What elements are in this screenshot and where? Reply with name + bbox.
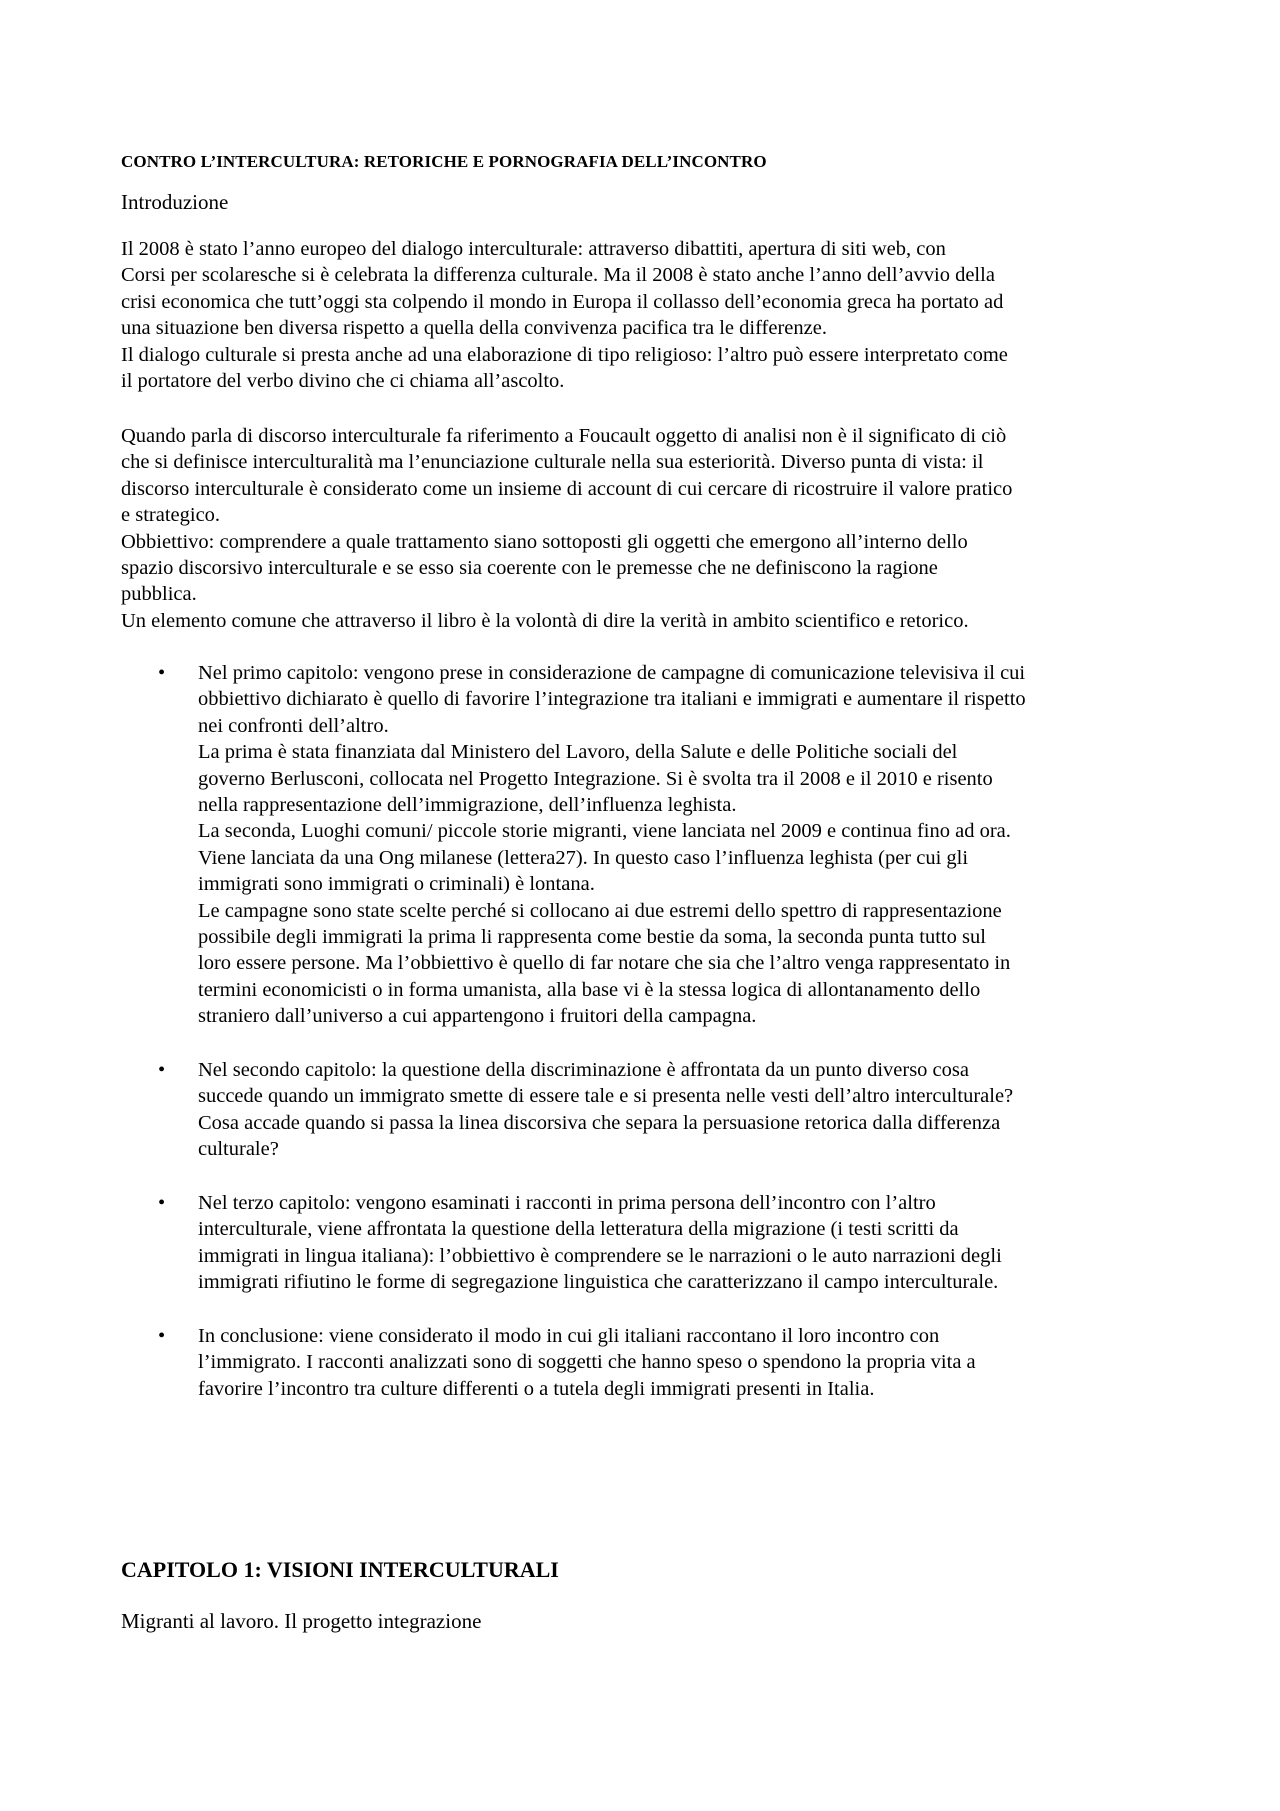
list-item-chapter-2 bbox=[121, 1057, 1201, 1163]
text-line: spazio discorsivo interculturale e se esso sia coerente con le premesse che ne definiscono la ragione bbox=[121, 557, 938, 580]
intro-paragraph-2 bbox=[121, 423, 1191, 634]
text-line: Il 2008 è stato l’anno europeo del dialogo interculturale: attraverso dibattiti, apertura di siti web, con bbox=[121, 238, 946, 260]
text-line: Quando parla di discorso interculturale fa riferimento a Foucault oggetto di analisi non è il significato di ciò bbox=[121, 425, 1007, 447]
text-line: Corsi per scolaresche si è celebrata la differenza culturale. Ma il 2008 è stato anche l’anno dell’avvio della bbox=[121, 264, 995, 287]
text-line: obbiettivo dichiarato è quello di favorire l’integrazione tra italiani e immigrati e aumentare il rispetto bbox=[198, 688, 1026, 711]
text-line: l’immigrato. I racconti analizzati sono di soggetti che hanno speso o spendono la propria vita a bbox=[198, 1351, 976, 1374]
text-line: governo Berlusconi, collocata nel Progetto Integrazione. Si è svolta tra il 2008 e il 2010 e risento bbox=[198, 767, 993, 790]
chapter-summary-list-3 bbox=[121, 1190, 1201, 1296]
bullet-icon: • bbox=[158, 1059, 166, 1081]
text-line: discorso interculturale è considerato come un insieme di account di cui cercare di ricostruire il valore pratico bbox=[121, 477, 1013, 500]
text-line: immigrati in lingua italiana): l’obbiettivo è comprendere se le narrazioni o le auto narrazioni degli bbox=[198, 1244, 1002, 1267]
list-item-chapter-1 bbox=[121, 660, 1201, 1030]
text-line: termini economicisti o in forma umanista, alla base vi è la stessa logica di allontanamento dello bbox=[198, 978, 981, 1001]
text-line: culturale? bbox=[198, 1138, 279, 1161]
bullet-icon: • bbox=[158, 1325, 166, 1347]
chapter-subtitle: Migranti al lavoro. Il progetto integrazione bbox=[121, 1609, 482, 1633]
text-line: straniero dall’universo a cui appartengono i fruitori della campagna. bbox=[198, 1005, 757, 1028]
text-line: immigrati sono immigrati o criminali) è lontana. bbox=[198, 873, 595, 896]
text-line: Nel terzo capitolo: vengono esaminati i racconti in prima persona dell’incontro con l’altro bbox=[198, 1192, 936, 1214]
text-line: e strategico. bbox=[121, 504, 221, 527]
text-line: Cosa accade quando si passa la linea discorsiva che separa la persuasione retorica dalla differenza bbox=[198, 1111, 1001, 1134]
text-line: pubblica. bbox=[121, 583, 197, 606]
text-line: che si definisce interculturalità ma l’enunciazione culturale nella sua esteriorità. Diverso punta di vista: il bbox=[121, 451, 984, 474]
text-line: Il dialogo culturale si presta anche ad una elaborazione di tipo religioso: l’altro può essere interpretato come bbox=[121, 343, 1008, 366]
text-line: Le campagne sono state scelte perché si collocano ai due estremi dello spettro di rappresentazione bbox=[198, 899, 1002, 922]
text-line: crisi economica che tutt’oggi sta colpendo il mondo in Europa il collasso dell’economia greca ha portato ad bbox=[121, 290, 1004, 313]
text-line: il portatore del verbo divino che ci chiama all’ascolto. bbox=[121, 370, 565, 393]
list-item-chapter-3 bbox=[121, 1190, 1201, 1296]
text-line: Viene lanciata da una Ong milanese (lettera27). In questo caso l’influenza leghista (per cui gli bbox=[198, 846, 969, 869]
text-line: La seconda, Luoghi comuni/ piccole storie migranti, viene lanciata nel 2009 e continua fino ad ora. bbox=[198, 820, 1011, 843]
bullet-icon: • bbox=[158, 1192, 166, 1214]
chapter-summary-list bbox=[121, 660, 1201, 1030]
document-title: CONTRO L’INTERCULTURA: RETORICHE E PORNOGRAFIA DELL’INCONTRO bbox=[121, 152, 767, 171]
text-line: Nel secondo capitolo: la questione della discriminazione è affrontata da un punto diverso cosa bbox=[198, 1059, 969, 1081]
text-line: Obbiettivo: comprendere a quale trattamento siano sottoposti gli oggetti che emergono all’interno dello bbox=[121, 530, 968, 553]
text-line: interculturale, viene affrontata la questione della letteratura della migrazione (i testi scritti da bbox=[198, 1218, 959, 1241]
bullet-icon: • bbox=[158, 662, 166, 684]
text-line: nella rappresentazione dell’immigrazione, dell’influenza leghista. bbox=[198, 794, 737, 817]
text-line: una situazione ben diversa rispetto a quella della convivenza pacifica tra le differenze. bbox=[121, 317, 827, 340]
text-line: Un elemento comune che attraverso il libro è la volontà di dire la verità in ambito scientifico e retorico. bbox=[121, 609, 969, 632]
text-line: nei confronti dell’altro. bbox=[198, 714, 389, 737]
text-line: La prima è stata finanziata dal Ministero del Lavoro, della Salute e delle Politiche sociali del bbox=[198, 741, 958, 764]
chapter-title: CAPITOLO 1: VISIONI INTERCULTURALI bbox=[121, 1557, 559, 1582]
text-line: immigrati rifiutino le forme di segregazione linguistica che caratterizzano il campo interculturale. bbox=[198, 1271, 999, 1294]
list-item-conclusion bbox=[121, 1323, 1201, 1402]
intro-heading: Introduzione bbox=[121, 190, 229, 214]
intro-paragraph-1 bbox=[121, 236, 1191, 394]
text-line: Nel primo capitolo: vengono prese in considerazione de campagne di comunicazione televisiva il cui bbox=[198, 662, 1026, 684]
chapter-summary-list-4 bbox=[121, 1323, 1201, 1402]
text-line: In conclusione: viene considerato il modo in cui gli italiani raccontano il loro incontro con bbox=[198, 1325, 940, 1347]
chapter-summary-list-2 bbox=[121, 1057, 1201, 1163]
text-line: loro essere persone. Ma l’obbiettivo è quello di far notare che sia che l’altro venga rappresentato in bbox=[198, 952, 1011, 975]
text-line: possibile degli immigrati la prima li rappresenta come bestie da soma, la seconda punta tutto sul bbox=[198, 926, 986, 949]
text-line: succede quando un immigrato smette di essere tale e si presenta nelle vesti dell’altro interculturale? bbox=[198, 1085, 1014, 1108]
text-line: favorire l’incontro tra culture differenti o a tutela degli immigrati presenti in Italia. bbox=[198, 1377, 875, 1400]
